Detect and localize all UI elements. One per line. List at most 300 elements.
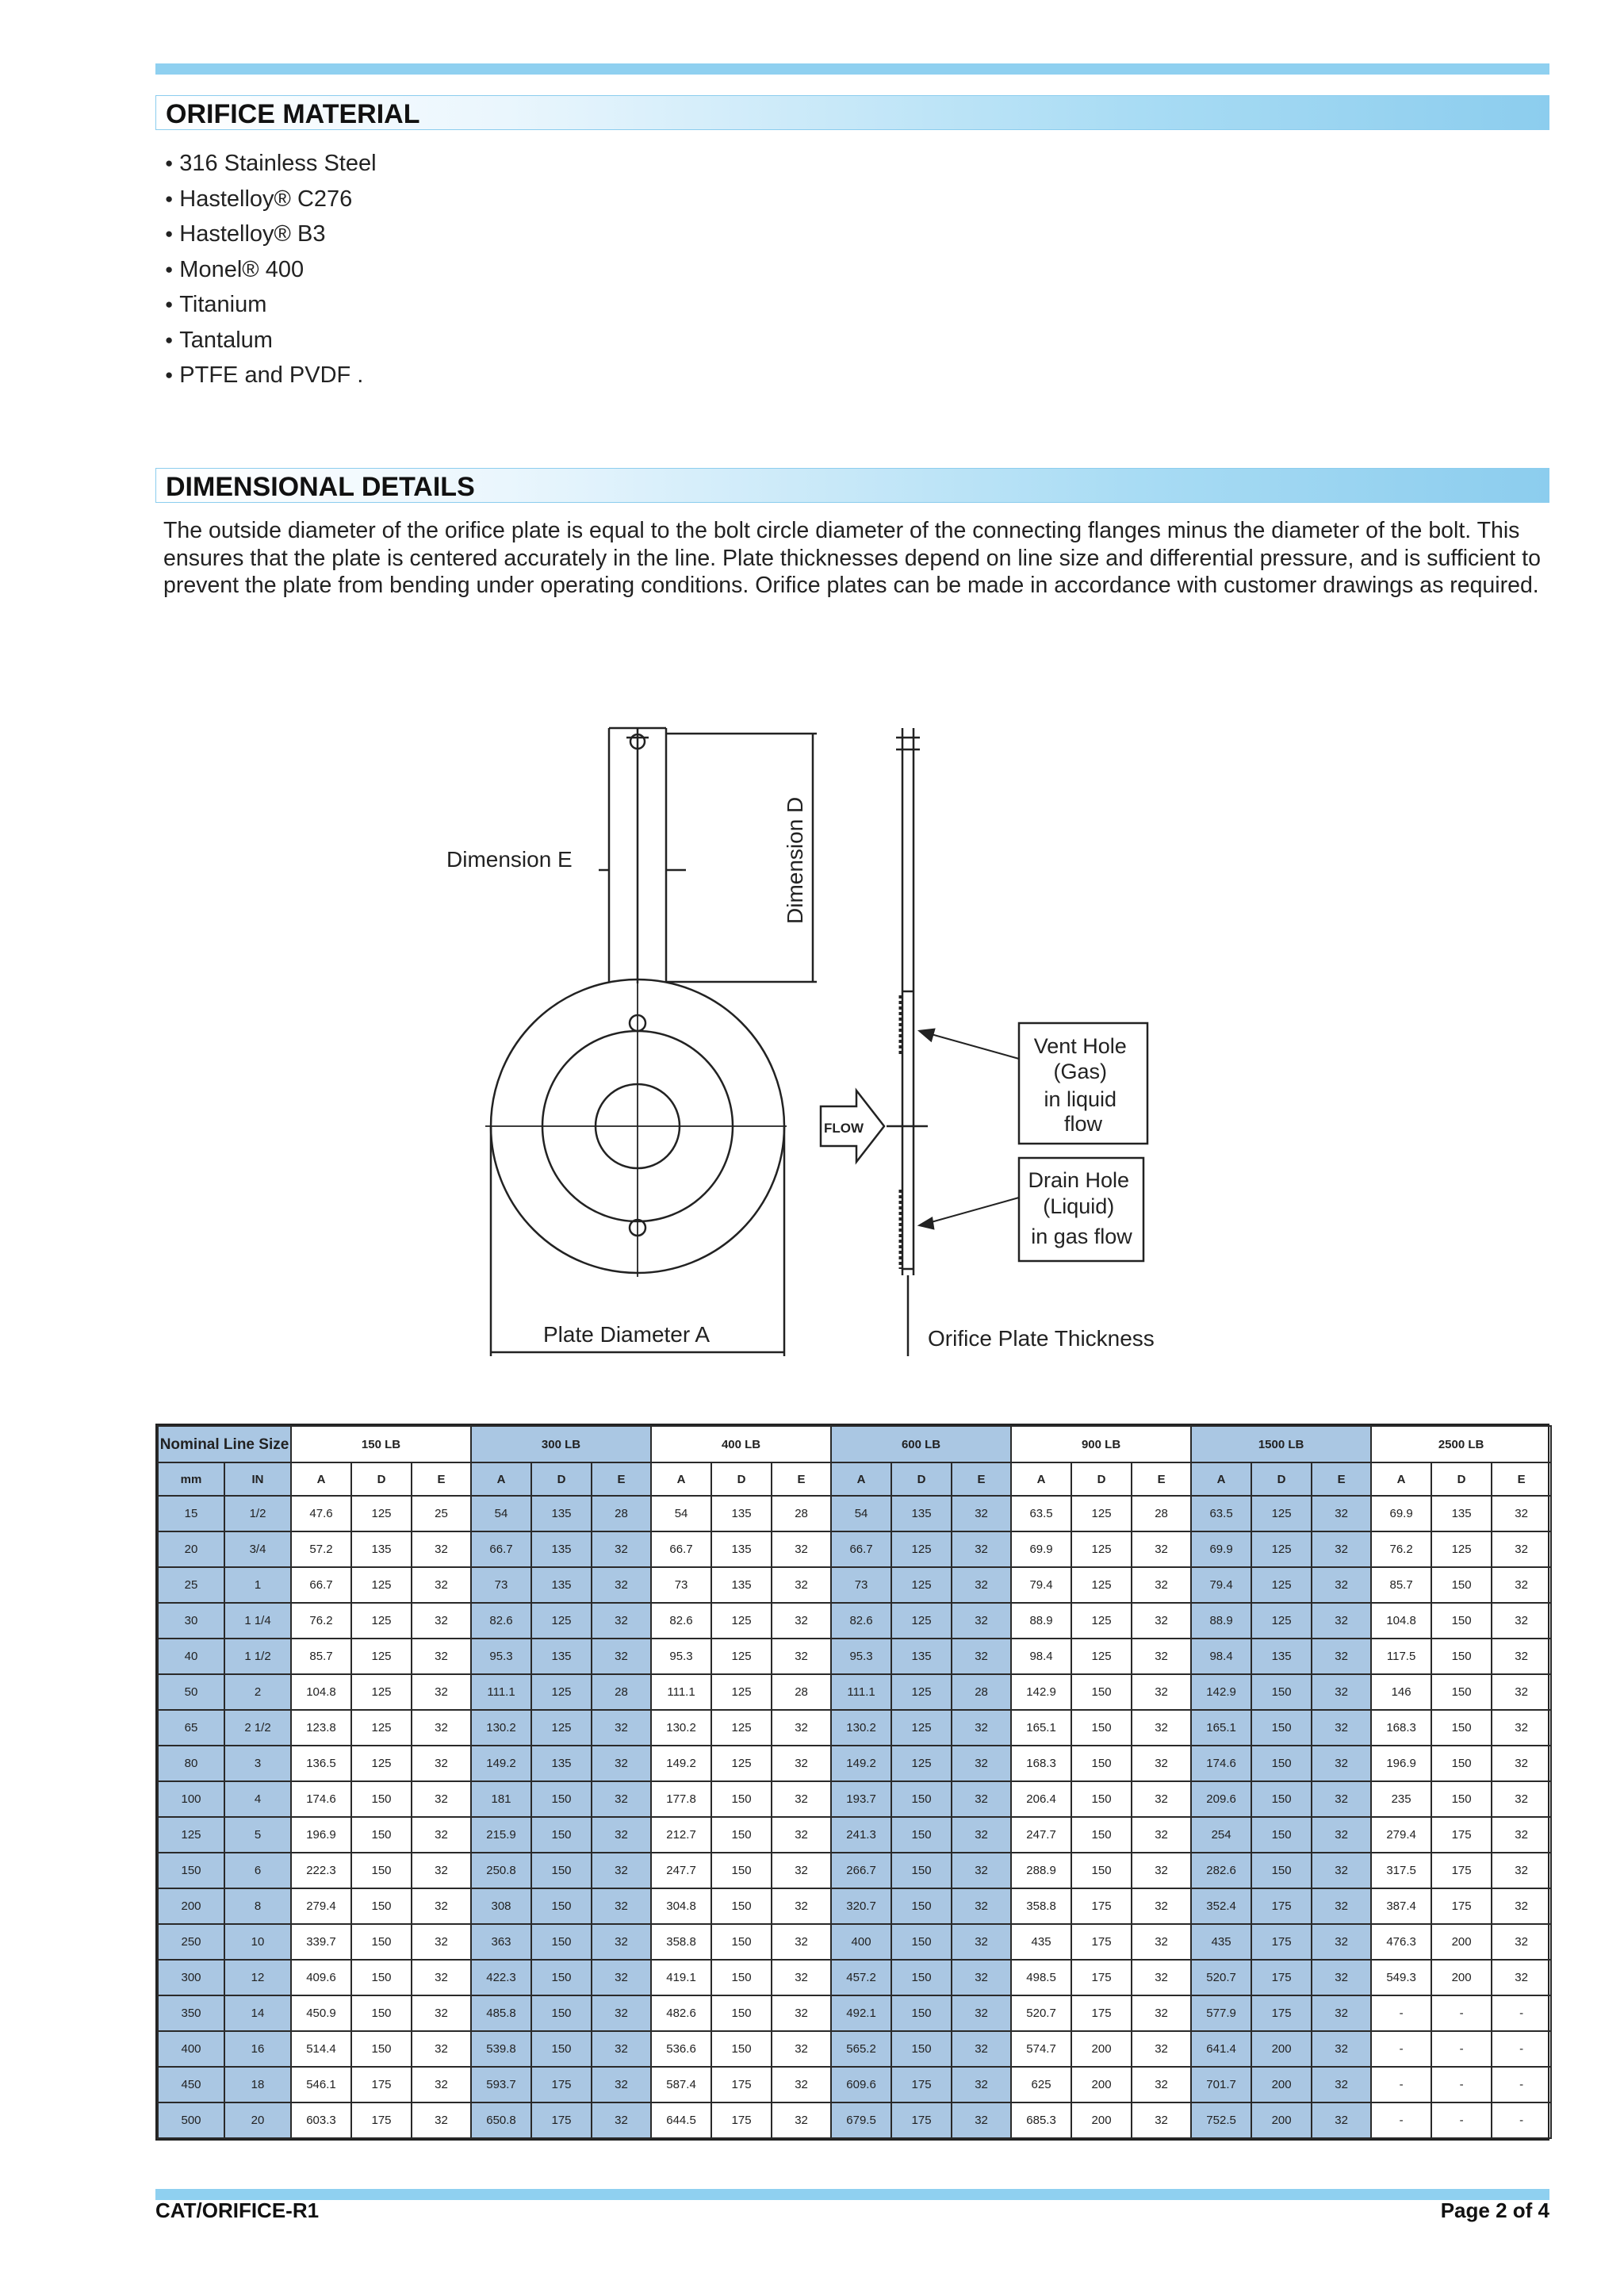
column-header: E [592,1462,651,1496]
table-cell: 73 [831,1567,891,1603]
table-cell: 150 [1071,1674,1132,1710]
column-header: E [1492,1462,1551,1496]
table-cell: 125 [711,1639,772,1674]
table-cell: 125 [158,1817,224,1853]
thickness-label: Orifice Plate Thickness [928,1326,1155,1351]
table-cell: 149.2 [471,1746,531,1781]
table-cell: 181 [471,1781,531,1817]
table-cell: 32 [952,1746,1011,1781]
table-cell: 125 [1071,1603,1132,1639]
table-cell: 435 [1191,1924,1251,1960]
table-cell: 135 [711,1496,772,1531]
table-cell: 125 [1431,1531,1492,1567]
table-cell: 15 [158,1496,224,1531]
table-cell: 95.3 [831,1639,891,1674]
table-cell: 457.2 [831,1960,891,1995]
table-cell: 317.5 [1371,1853,1431,1888]
table-cell: 30 [158,1603,224,1639]
orifice-plate-drawing [428,714,1205,1372]
table-cell: 82.6 [831,1603,891,1639]
list-item: ● Hastelloy® C276 [165,183,377,219]
table-cell: 200 [1071,2067,1132,2102]
table-cell: 130.2 [471,1710,531,1746]
table-cell: 40 [158,1639,224,1674]
class-header: 300 LB [471,1426,651,1462]
table-cell: 150 [531,1853,592,1888]
table-cell: 28 [772,1496,831,1531]
table-cell: 142.9 [1011,1674,1071,1710]
table-cell: 150 [1071,1781,1132,1817]
table-cell: 146 [1371,1674,1431,1710]
table-cell: 14 [224,1995,291,2031]
table-cell: 177.8 [651,1781,711,1817]
table-cell: 32 [1132,1960,1191,1995]
table-cell: 175 [1071,1924,1132,1960]
table-cell: 549.3 [1371,1960,1431,1995]
table-cell: 32 [592,1639,651,1674]
table-row [158,1924,1551,1960]
table-cell: 32 [1132,2031,1191,2067]
column-header: D [531,1462,592,1496]
table-cell: 212.7 [651,1817,711,1853]
list-item: ● Tantalum [165,324,377,360]
table-cell: 520.7 [1011,1995,1071,2031]
table-row [158,1567,1551,1603]
table-cell: - [1371,1995,1431,2031]
table-cell: 609.6 [831,2067,891,2102]
table-cell: 32 [772,1995,831,2031]
table-cell: 32 [1312,2031,1371,2067]
column-header: mm [158,1462,224,1496]
table-cell: 32 [1492,1781,1551,1817]
table-cell: 235 [1371,1781,1431,1817]
table-cell: 69.9 [1011,1531,1071,1567]
table-cell: 641.4 [1191,2031,1251,2067]
table-cell: 175 [351,2102,412,2138]
table-cell: 32 [772,1960,831,1995]
table-cell: 136.5 [291,1746,351,1781]
table-cell: 520.7 [1191,1960,1251,1995]
table-cell: 32 [1492,1924,1551,1960]
table-cell: 28 [1132,1496,1191,1531]
column-header: A [471,1462,531,1496]
table-cell: 32 [1492,1567,1551,1603]
table-cell: 100 [158,1781,224,1817]
table-cell: 350 [158,1995,224,2031]
class-header: 2500 LB [1371,1426,1551,1462]
table-cell: 175 [531,2067,592,2102]
table-cell: 150 [891,1853,952,1888]
dimensional-details-header [155,468,1549,503]
table-cell: 32 [592,1781,651,1817]
table-cell: 32 [952,1888,1011,1924]
table-cell: 175 [1071,1995,1132,2031]
table-cell: 125 [711,1674,772,1710]
table-cell: 32 [412,1567,471,1603]
drain-hole-label: Drain Hole (Liquid) in gas flow [1028,1168,1132,1248]
table-cell: - [1371,2102,1431,2138]
table-cell: - [1492,2031,1551,2067]
table-cell: 150 [711,1781,772,1817]
table-cell: 196.9 [1371,1746,1431,1781]
table-cell: 422.3 [471,1960,531,1995]
plate-diameter-label: Plate Diameter A [543,1322,710,1347]
table-cell: 304.8 [651,1888,711,1924]
table-cell: 247.7 [1011,1817,1071,1853]
column-header: D [711,1462,772,1496]
table-cell: 135 [531,1567,592,1603]
table-cell: 125 [891,1674,952,1710]
table-cell: 150 [891,1924,952,1960]
table-cell: 111.1 [831,1674,891,1710]
table-cell: 32 [1492,1888,1551,1924]
table-row [158,1817,1551,1853]
table-cell: - [1431,2102,1492,2138]
table-cell: 76.2 [291,1603,351,1639]
table-cell: 288.9 [1011,1853,1071,1888]
table-cell: 32 [1132,1710,1191,1746]
table-cell: 32 [1132,2067,1191,2102]
table-row [158,1995,1551,2031]
table-cell: 2 1/2 [224,1710,291,1746]
table-cell: 150 [891,2031,952,2067]
table-cell: 32 [1312,1567,1371,1603]
table-cell: 32 [772,1853,831,1888]
table-cell: 111.1 [471,1674,531,1710]
table-cell: 200 [1251,2102,1312,2138]
table-cell: 32 [952,1960,1011,1995]
table-cell: 400 [831,1924,891,1960]
table-cell: 593.7 [471,2067,531,2102]
table-cell: 125 [1071,1567,1132,1603]
table-cell: 32 [1132,1531,1191,1567]
table-cell: 104.8 [291,1674,351,1710]
table-cell: 135 [531,1496,592,1531]
column-header: A [1011,1462,1071,1496]
table-cell: 32 [412,1960,471,1995]
table-cell: 32 [412,1710,471,1746]
column-header: D [891,1462,952,1496]
table-cell: 54 [651,1496,711,1531]
table-cell: 320.7 [831,1888,891,1924]
table-cell: 28 [592,1496,651,1531]
table-cell: 5 [224,1817,291,1853]
table-cell: 32 [1492,1853,1551,1888]
table-cell: 339.7 [291,1924,351,1960]
table-cell: 200 [1251,2031,1312,2067]
table-cell: 32 [1312,1496,1371,1531]
table-cell: 135 [531,1531,592,1567]
table-cell: 28 [592,1674,651,1710]
list-item: ● PTFE and PVDF . [165,359,377,395]
table-cell: 125 [711,1746,772,1781]
table-cell: 18 [224,2067,291,2102]
column-header: E [1312,1462,1371,1496]
table-cell: 644.5 [651,2102,711,2138]
table-cell: 32 [952,1853,1011,1888]
table-cell: 32 [952,1995,1011,2031]
table-cell: 165.1 [1191,1710,1251,1746]
table-cell: 32 [952,1924,1011,1960]
table-cell: 32 [952,1531,1011,1567]
table-row [158,1710,1551,1746]
table-cell: 125 [1251,1567,1312,1603]
table-cell: 69.9 [1191,1531,1251,1567]
table-cell: 125 [891,1603,952,1639]
table-cell: 32 [1312,1639,1371,1674]
table-cell: 32 [412,1531,471,1567]
table-cell: 279.4 [1371,1817,1431,1853]
table-cell: 150 [891,1995,952,2031]
table-cell: 150 [1251,1781,1312,1817]
nominal-line-size-header: Nominal Line Size [158,1426,291,1462]
table-row [158,2102,1551,2138]
table-cell: 1/2 [224,1496,291,1531]
table-cell: 679.5 [831,2102,891,2138]
table-cell: 79.4 [1011,1567,1071,1603]
table-cell: 32 [592,1567,651,1603]
table-cell: 150 [1071,1817,1132,1853]
table-cell: 150 [1431,1781,1492,1817]
table-cell: 65 [158,1710,224,1746]
table-cell: 135 [351,1531,412,1567]
table-cell: 66.7 [651,1531,711,1567]
table-cell: 450 [158,2067,224,2102]
table-cell: 150 [351,1995,412,2031]
table-cell: 66.7 [831,1531,891,1567]
column-header: E [952,1462,1011,1496]
table-cell: 85.7 [291,1639,351,1674]
table-cell: 32 [412,1853,471,1888]
table-cell: 32 [772,1781,831,1817]
table-cell: 32 [592,1888,651,1924]
table-cell: 125 [1251,1496,1312,1531]
table-cell: 50 [158,1674,224,1710]
table-cell: 209.6 [1191,1781,1251,1817]
table-row [158,1960,1551,1995]
table-cell: 150 [711,1888,772,1924]
table-cell: 358.8 [651,1924,711,1960]
table-cell: 32 [1312,2067,1371,2102]
table-cell: 1 [224,1567,291,1603]
table-cell: 193.7 [831,1781,891,1817]
table-cell: 2 [224,1674,291,1710]
table-cell: 282.6 [1191,1853,1251,1888]
table-cell: 150 [1071,1853,1132,1888]
table-cell: 150 [891,1817,952,1853]
top-accent-bar [155,63,1549,75]
table-cell: 76.2 [1371,1531,1431,1567]
table-cell: 150 [711,1853,772,1888]
table-cell: 149.2 [651,1746,711,1781]
table-cell: 175 [1071,1960,1132,1995]
table-cell: 150 [711,1995,772,2031]
table-cell: 32 [1312,2102,1371,2138]
table-cell: 32 [952,1639,1011,1674]
column-header: A [1371,1462,1431,1496]
table-cell: 300 [158,1960,224,1995]
table-cell: 247.7 [651,1853,711,1888]
table-cell: - [1492,2102,1551,2138]
table-cell: 419.1 [651,1960,711,1995]
table-cell: 73 [651,1567,711,1603]
table-cell: 125 [711,1710,772,1746]
table-cell: 539.8 [471,2031,531,2067]
table-cell: 174.6 [1191,1746,1251,1781]
table-cell: 32 [412,1995,471,2031]
table-cell: 150 [531,1888,592,1924]
table-cell: 200 [1071,2031,1132,2067]
table-row [158,1603,1551,1639]
table-row [158,2067,1551,2102]
table-cell: 32 [772,1567,831,1603]
table-cell: - [1492,2067,1551,2102]
table-cell: 200 [1071,2102,1132,2138]
table-cell: 32 [1492,1674,1551,1710]
table-cell: 130.2 [831,1710,891,1746]
table-cell: 32 [1492,1817,1551,1853]
table-cell: 32 [952,2102,1011,2138]
table-cell: 32 [1312,1995,1371,2031]
table-cell: 125 [351,1674,412,1710]
table-cell: 279.4 [291,1888,351,1924]
table-cell: 32 [592,1603,651,1639]
table-cell: 250.8 [471,1853,531,1888]
table-cell: 536.6 [651,2031,711,2067]
table-cell: 135 [531,1639,592,1674]
table-cell: 150 [1251,1710,1312,1746]
table-cell: 546.1 [291,2067,351,2102]
table-cell: 69.9 [1371,1496,1431,1531]
column-header: D [1071,1462,1132,1496]
table-cell: 32 [952,2067,1011,2102]
table-cell: 577.9 [1191,1995,1251,2031]
table-cell: 32 [772,2102,831,2138]
table-cell: 32 [772,1888,831,1924]
table-cell: 32 [412,2102,471,2138]
table-cell: 32 [1312,1817,1371,1853]
material-list [165,148,377,395]
table-cell: 125 [1071,1531,1132,1567]
table-cell: 32 [1132,1639,1191,1674]
table-cell: 222.3 [291,1853,351,1888]
table-cell: 32 [1492,1603,1551,1639]
table-cell: 32 [952,1710,1011,1746]
table-cell: 32 [412,1603,471,1639]
catalog-code: CAT/ORIFICE-R1 [155,2198,320,2222]
column-header: E [1132,1462,1191,1496]
table-cell: 32 [772,1746,831,1781]
table-cell: 125 [351,1639,412,1674]
table-cell: 32 [592,2067,651,2102]
table-cell: 8 [224,1888,291,1924]
column-header: E [772,1462,831,1496]
table-cell: 63.5 [1011,1496,1071,1531]
list-item: ● Titanium [165,289,377,324]
table-cell: 135 [1251,1639,1312,1674]
table-cell: 4 [224,1781,291,1817]
table-cell: 168.3 [1011,1746,1071,1781]
table-cell: 57.2 [291,1531,351,1567]
table-cell: 409.6 [291,1960,351,1995]
table-cell: 125 [351,1603,412,1639]
table-cell: 492.1 [831,1995,891,2031]
table-cell: 32 [412,1746,471,1781]
table-row [158,1496,1551,1531]
table-cell: 32 [1492,1960,1551,1995]
table-cell: 752.5 [1191,2102,1251,2138]
table-cell: 150 [891,1781,952,1817]
table-cell: 175 [1251,1924,1312,1960]
table-cell: 32 [412,1817,471,1853]
table-cell: 130.2 [651,1710,711,1746]
table-cell: 125 [1071,1496,1132,1531]
table-cell: 3 [224,1746,291,1781]
table-cell: 435 [1011,1924,1071,1960]
table-cell: 32 [1492,1710,1551,1746]
flow-label: FLOW [824,1121,864,1136]
table-cell: 135 [711,1567,772,1603]
table-cell: 498.5 [1011,1960,1071,1995]
table-cell: 175 [1251,1888,1312,1924]
table-cell: 117.5 [1371,1639,1431,1674]
table-cell: 32 [772,1710,831,1746]
table-cell: 150 [711,1960,772,1995]
table-cell: 150 [1431,1710,1492,1746]
table-cell: 150 [711,1924,772,1960]
table-cell: 32 [1312,1924,1371,1960]
table-row [158,1853,1551,1888]
dimensions-table [155,1424,1549,2141]
table-cell: 10 [224,1924,291,1960]
table-cell: 20 [158,1531,224,1567]
table-cell: 150 [158,1853,224,1888]
column-header: A [1191,1462,1251,1496]
column-header: D [1251,1462,1312,1496]
table-cell: 150 [351,1924,412,1960]
table-cell: 82.6 [471,1603,531,1639]
table-cell: 82.6 [651,1603,711,1639]
column-header: E [412,1462,471,1496]
table-cell: 206.4 [1011,1781,1071,1817]
table-cell: 32 [772,1531,831,1567]
table-cell: 32 [1132,1995,1191,2031]
table-cell: 32 [1312,1853,1371,1888]
table-cell: 165.1 [1011,1710,1071,1746]
table-cell: 150 [711,2031,772,2067]
table-cell: 450.9 [291,1995,351,2031]
table-cell: 150 [1251,1674,1312,1710]
table-cell: 150 [351,1781,412,1817]
table-cell: 32 [1132,1781,1191,1817]
table-cell: 125 [351,1567,412,1603]
table-cell: 135 [1431,1496,1492,1531]
table-cell: 352.4 [1191,1888,1251,1924]
table-cell: 150 [1431,1674,1492,1710]
table-cell: - [1371,2031,1431,2067]
table-cell: 32 [1492,1531,1551,1567]
table-cell: 28 [952,1674,1011,1710]
table-cell: 63.5 [1191,1496,1251,1531]
table-cell: 32 [412,2031,471,2067]
table-cell: 135 [891,1639,952,1674]
table-cell: 175 [891,2102,952,2138]
page-number: Page 2 of 4 [1440,2198,1549,2222]
table-cell: 125 [351,1496,412,1531]
table-cell: 175 [1431,1853,1492,1888]
table-cell: 32 [1312,1710,1371,1746]
table-cell: 32 [772,2031,831,2067]
